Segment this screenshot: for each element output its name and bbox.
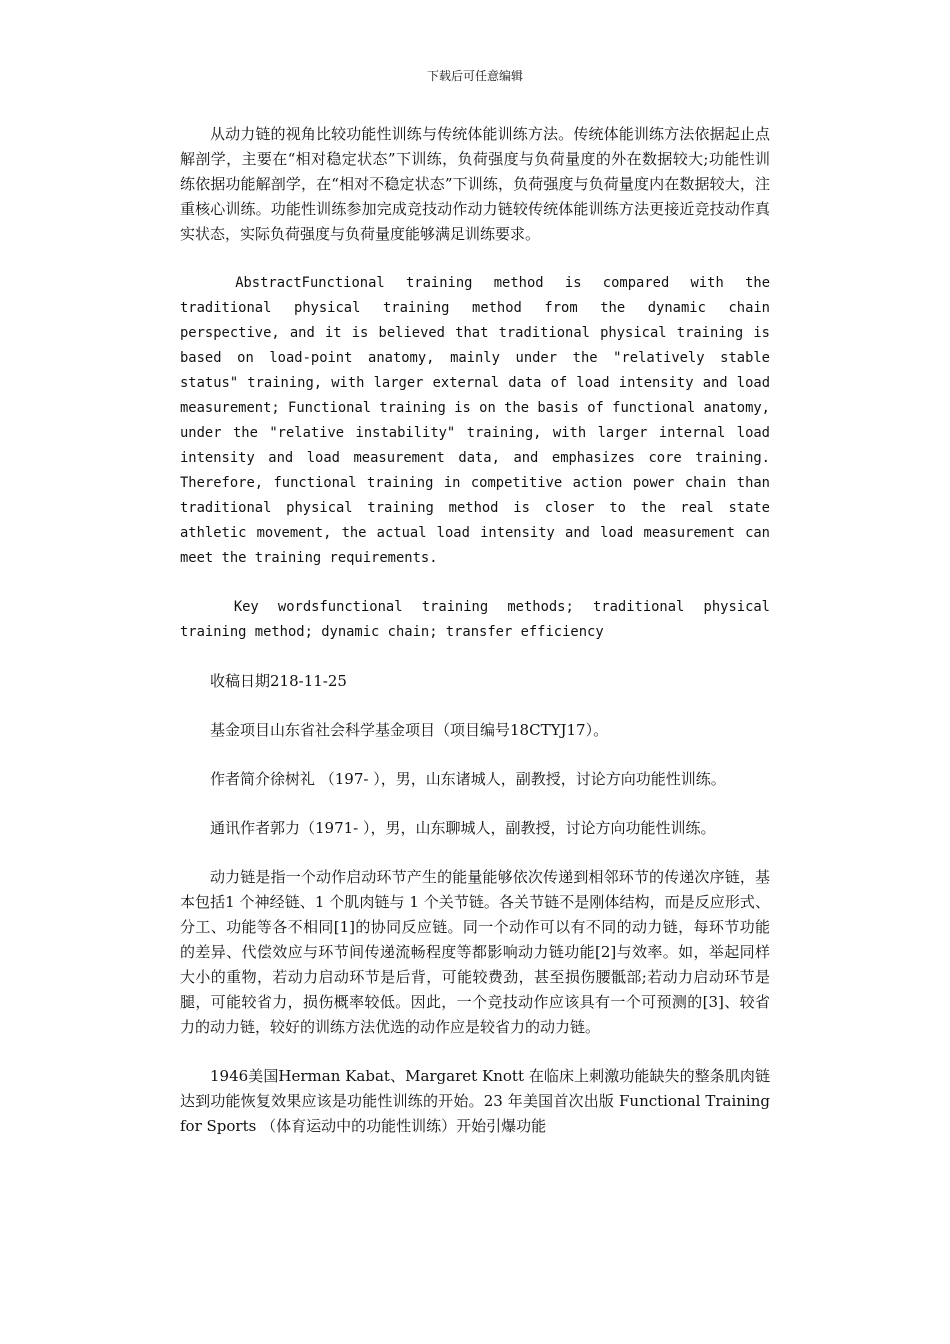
body-paragraph-1: 动力链是指一个动作启动环节产生的能量能够依次传递到相邻环节的传递次序链，基本包括1 个神经链、1 个肌肉链与 1 个关节链。各关节链不是刚体结构，而是反应形式、分工、功能等各不相同[1]的协同反应链。同一个动作可以有不同的动力链，每环节功能的差异、代偿效应与环节间传递流畅程度等都影响动力链功能[2]与效率。如，举起同样大小的重物，若动力启动环节是后背，可能较费劲，甚至损伤腰骶部;若动力启动环节是腿，可能较省力，损伤概率较低。因此，一个竞技动作应该具有一个可预测的[3]、较省力的动力链，较好的训练方法优选的动作应是较省力的动力链。 — [180, 868, 770, 1036]
author-bio: 作者简介徐树礼 （197- ），男，山东诸城人，副教授，讨论方向功能性训练。 — [210, 770, 726, 788]
document-body — [180, 122, 770, 1139]
abstract-chinese: 从动力链的视角比较功能性训练与传统体能训练方法。传统体能训练方法依据起止点解剖学，主要在“相对稳定状态”下训练，负荷强度与负荷量度的外在数据较大;功能性训练依据功能解剖学，在“相对不稳定状态”下训练，负荷强度与负荷量度内在数据较大，注重核心训练。功能性训练参加完成竞技动作动力链较传统体能训练方法更接近竞技动作真实状态，实际负荷强度与负荷量度能够满足训练要求。 — [180, 125, 770, 243]
received-date: 收稿日期218-11-25 — [210, 672, 347, 690]
keywords-english: Key wordsfunctional training methods; traditional physical training method; dynamic chain; transfer efficiency — [180, 599, 770, 640]
page-header: 下载后可任意编辑 — [426, 69, 523, 83]
fund-project: 基金项目山东省社会科学基金项目（项目编号18CTYJ17）。 — [210, 721, 609, 739]
body-paragraph-2: 1946美国Herman Kabat、Margaret Knott 在临床上刺激功能缺失的整条肌肉链达到功能恢复效果应该是功能性训练的开始。23 年美国首次出版 Functional Training for Sports （体育运动中的功能性训练）开始引爆功能 — [180, 1067, 770, 1135]
abstract-english: AbstractFunctional training method is compared with the traditional physical training method from the dynamic chain perspective, and it is believed that traditional physical training is based on load-point anatomy, mainly under the "relatively stable status" training, with larger external data of load intensity and load measurement; Functional training is on the basis of functional anatomy, under the "relative instability" training, with larger internal load intensity and load measurement data, and emphasizes core training. Therefore, functional training in competitive action power chain than traditional physical training method is closer to the real state athletic movement, the actual load intensity and load measurement can meet the training requirements. — [180, 275, 770, 566]
corresponding-author: 通讯作者郭力（1971- ），男，山东聊城人，副教授，讨论方向功能性训练。 — [210, 819, 716, 837]
